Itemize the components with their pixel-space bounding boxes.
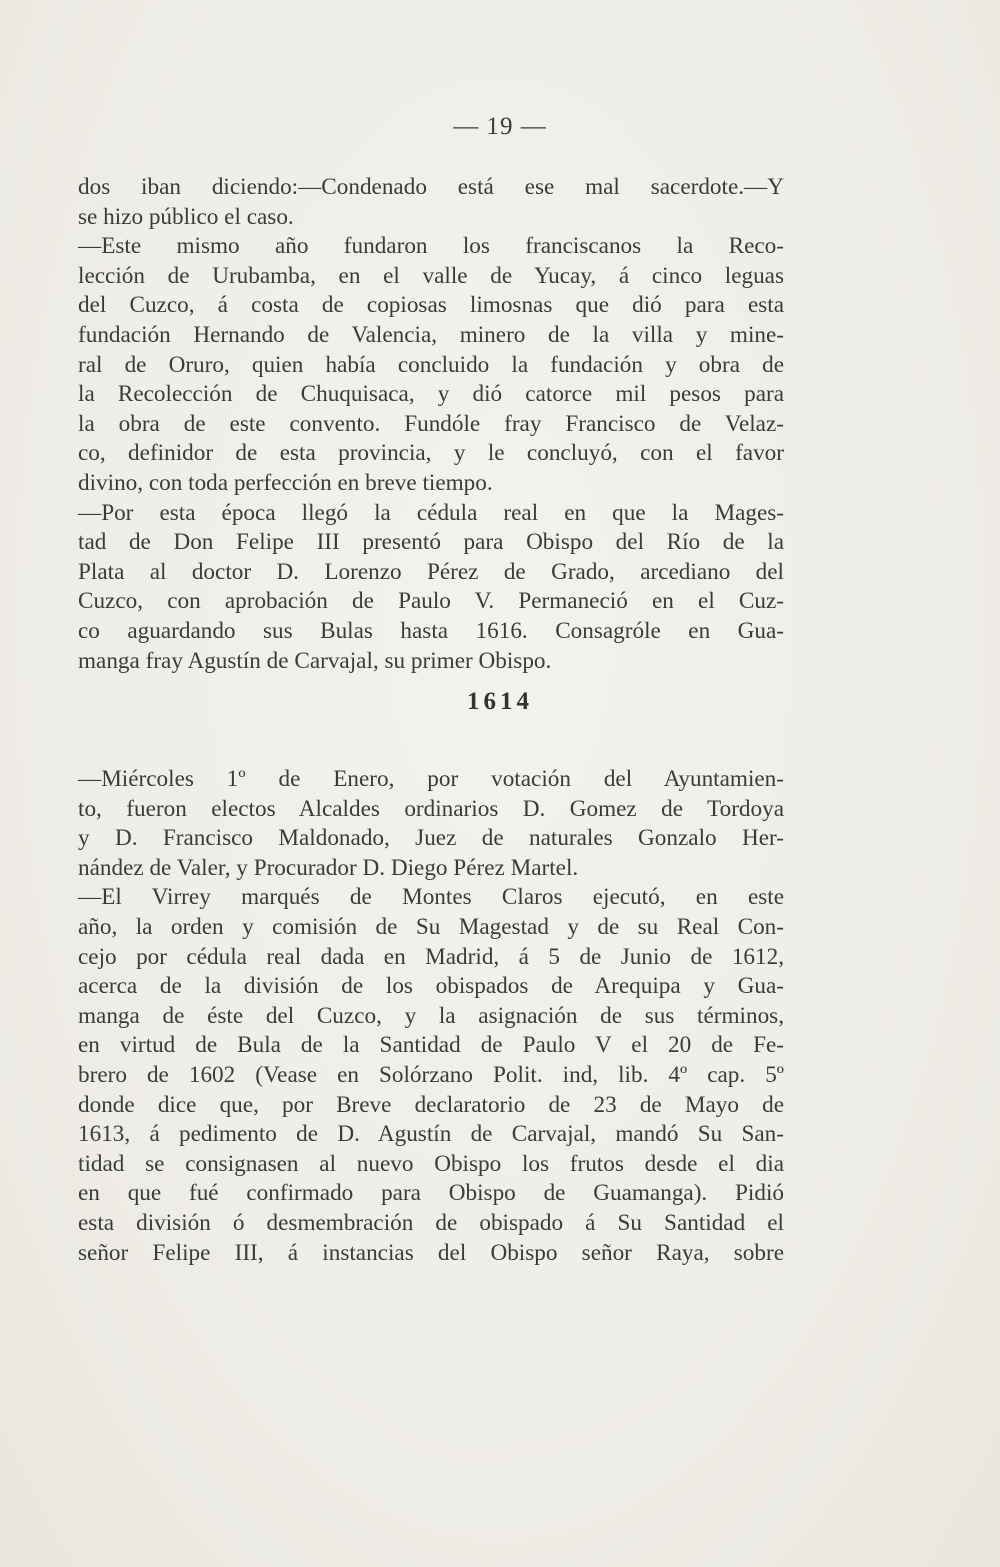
text-line: manga fray Agustín de Carvajal, su primer Obispo. — [78, 647, 552, 674]
text-line: —Este mismo año fundaron los franciscanos la Reco- — [78, 233, 784, 260]
text-line: —Miércoles 1º de Enero, por votación del Ayuntamien- — [78, 766, 784, 792]
text-line: tidad se consignasen al nuevo Obispo los frutos desde el dia — [78, 1150, 784, 1177]
text-line: se hizo público el caso. — [78, 203, 294, 230]
text-line: la obra de este convento. Fundóle fray Francisco de Velaz- — [78, 410, 784, 437]
text-line: divino, con toda perfección en breve tiempo. — [78, 469, 493, 496]
text-block-2 — [78, 765, 784, 1268]
text-line: del Cuzco, á costa de copiosas limosnas que dió para esta — [78, 292, 784, 319]
text-line: cejo por cédula real dada en Madrid, á 5 de Junio de 1612, — [78, 943, 784, 970]
page-number: — 19 — — [453, 113, 547, 140]
text-line: lección de Urubamba, en el valle de Yucay, á cinco leguas — [78, 262, 784, 289]
text-line: tad de Don Felipe III presentó para Obispo del Río de la — [78, 529, 784, 556]
text-line: nández de Valer, y Procurador D. Diego Pérez Martel. — [78, 854, 579, 881]
text-line: la Recolección de Chuquisaca, y dió catorce mil pesos para — [78, 381, 784, 408]
text-line: esta división ó desmembración de obispado á Su Santidad el — [78, 1209, 784, 1236]
year-heading: 1614 — [467, 688, 533, 715]
text-line: señor Felipe III, á instancias del Obispo señor Raya, sobre — [78, 1239, 784, 1266]
text-line: acerca de la división de los obispados de Arequipa y Gua- — [78, 973, 784, 1000]
text-line: fundación Hernando de Valencia, minero de la villa y mine- — [78, 321, 784, 348]
text-line: co aguardando sus Bulas hasta 1616. Consagróle en Gua- — [78, 617, 784, 644]
text-line: manga de éste del Cuzco, y la asignación de sus términos, — [78, 1002, 784, 1029]
text-line: donde dice que, por Breve declaratorio de 23 de Mayo de — [78, 1091, 784, 1118]
text-line: 1613, á pedimento de D. Agustín de Carvajal, mandó Su San- — [78, 1121, 784, 1148]
text-line: to, fueron electos Alcaldes ordinarios D. Gomez de Tordoya — [78, 795, 784, 822]
text-line: en que fué confirmado para Obispo de Guamanga). Pidió — [78, 1180, 784, 1207]
text-line: en virtud de Bula de la Santidad de Paulo V el 20 de Fe- — [78, 1032, 784, 1059]
text-line: y D. Francisco Maldonado, Juez de naturales Gonzalo Her- — [78, 825, 784, 852]
text-line: Plata al doctor D. Lorenzo Pérez de Grado, arcediano del — [78, 558, 784, 585]
text-line: ral de Oruro, quien había concluido la fundación y obra de — [78, 351, 784, 378]
text-line: Cuzco, con aprobación de Paulo V. Permaneció en el Cuz- — [78, 588, 784, 615]
text-line: co, definidor de esta provincia, y le concluyó, con el favor — [78, 440, 784, 467]
text-line: brero de 1602 (Vease en Solórzano Polit. ind, lib. 4º cap. 5º — [78, 1061, 784, 1088]
text-line: dos iban diciendo:—Condenado está ese mal sacerdote.—Y — [78, 174, 784, 200]
text-block-1 — [78, 173, 784, 676]
text-line: año, la orden y comisión de Su Magestad y de su Real Con- — [78, 913, 784, 940]
text-line: —El Virrey marqués de Montes Claros ejecutó, en este — [78, 884, 784, 911]
text-line: —Por esta época llegó la cédula real en que la Mages- — [78, 499, 784, 526]
